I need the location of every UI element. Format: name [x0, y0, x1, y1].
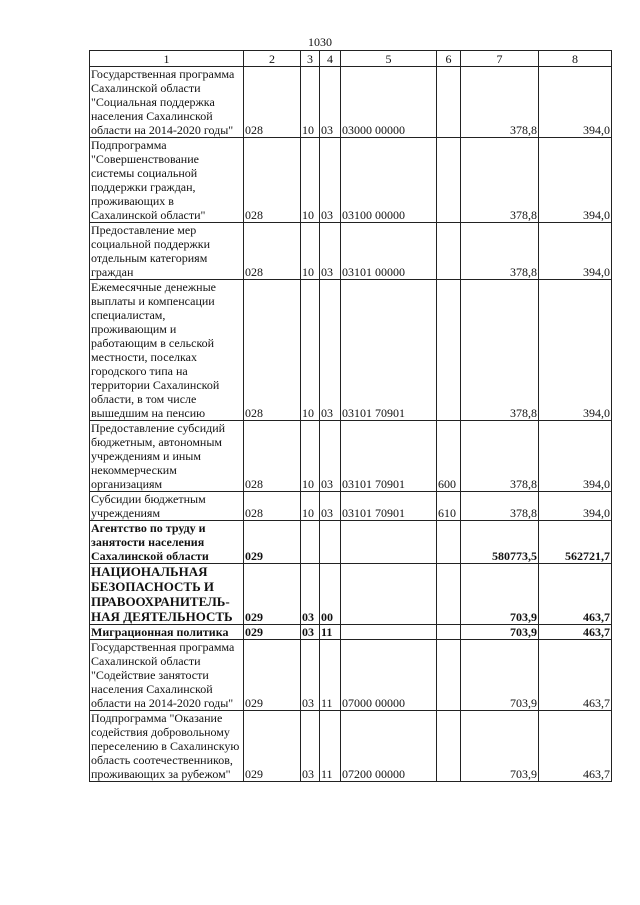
item-name: Агентство по труду и занятости населения Сахалинской области: [90, 521, 244, 564]
subsection-code: [320, 521, 341, 564]
item-name: Подпрограмма "Оказание содействия добровольному переселению в Сахалинскую область соотечественников, проживающих за рубежом": [90, 711, 244, 782]
amount-col8: 463,7: [539, 711, 612, 782]
amount-col7: 378,8: [461, 223, 539, 280]
subsection-code: 03: [320, 280, 341, 421]
amount-col7: 703,9: [461, 564, 539, 625]
section-code: 10: [301, 67, 320, 138]
ministry-code: 028: [244, 223, 301, 280]
ministry-code: 028: [244, 492, 301, 521]
expense-type-code: 610: [437, 492, 461, 521]
expense-type-code: [437, 564, 461, 625]
subsection-code: 03: [320, 67, 341, 138]
amount-col7: 580773,5: [461, 521, 539, 564]
amount-col7: 703,9: [461, 711, 539, 782]
amount-col8: 463,7: [539, 640, 612, 711]
amount-col8: 394,0: [539, 280, 612, 421]
table-row: [90, 625, 612, 640]
amount-col7: 703,9: [461, 625, 539, 640]
section-code: 10: [301, 138, 320, 223]
table-row: [90, 640, 612, 711]
amount-col8: 394,0: [539, 223, 612, 280]
amount-col8: 394,0: [539, 138, 612, 223]
table-row: [90, 280, 612, 421]
expense-type-code: [437, 640, 461, 711]
item-name: Субсидии бюджетным учреждениям: [90, 492, 244, 521]
item-name: Предоставление мер социальной поддержки отдельным категориям граждан: [90, 223, 244, 280]
amount-col8: 394,0: [539, 492, 612, 521]
subsection-code: 11: [320, 625, 341, 640]
target-item-code: [341, 521, 437, 564]
expense-type-code: [437, 280, 461, 421]
ministry-code: 028: [244, 280, 301, 421]
expense-type-code: [437, 521, 461, 564]
target-item-code: 03101 70901: [341, 280, 437, 421]
target-item-code: 03101 70901: [341, 492, 437, 521]
amount-col7: 703,9: [461, 640, 539, 711]
item-name: Государственная программа Сахалинской области "Содействие занятости населения Сахалинской области на 2014-2020 годы": [90, 640, 244, 711]
target-item-code: 03100 00000: [341, 138, 437, 223]
table-row: [90, 223, 612, 280]
ministry-code: 029: [244, 521, 301, 564]
subsection-code: 03: [320, 223, 341, 280]
budget-table: [89, 50, 612, 782]
expense-type-code: [437, 223, 461, 280]
subsection-code: 03: [320, 138, 341, 223]
table-row: [90, 138, 612, 223]
target-item-code: [341, 625, 437, 640]
subsection-code: 11: [320, 711, 341, 782]
expense-type-code: [437, 711, 461, 782]
section-code: 03: [301, 711, 320, 782]
amount-col8: 463,7: [539, 564, 612, 625]
column-header: 8: [539, 51, 612, 67]
column-header: 2: [244, 51, 301, 67]
ministry-code: 029: [244, 711, 301, 782]
ministry-code: 029: [244, 640, 301, 711]
section-code: 10: [301, 280, 320, 421]
ministry-code: 028: [244, 421, 301, 492]
expense-type-code: [437, 138, 461, 223]
column-header: 5: [341, 51, 437, 67]
column-header: 7: [461, 51, 539, 67]
ministry-code: 029: [244, 625, 301, 640]
target-item-code: [341, 564, 437, 625]
table-row: [90, 492, 612, 521]
target-item-code: 07000 00000: [341, 640, 437, 711]
column-header: 4: [320, 51, 341, 67]
amount-col7: 378,8: [461, 492, 539, 521]
section-code: 10: [301, 492, 320, 521]
amount-col8: 394,0: [539, 67, 612, 138]
subsection-code: 00: [320, 564, 341, 625]
subsection-code: 03: [320, 492, 341, 521]
column-header: 3: [301, 51, 320, 67]
target-item-code: 07200 00000: [341, 711, 437, 782]
table-row: [90, 67, 612, 138]
amount-col7: 378,8: [461, 421, 539, 492]
column-header: 1: [90, 51, 244, 67]
amount-col8: 394,0: [539, 421, 612, 492]
table-row: [90, 564, 612, 625]
target-item-code: 03101 00000: [341, 223, 437, 280]
section-code: 03: [301, 640, 320, 711]
subsection-code: 03: [320, 421, 341, 492]
section-code: 03: [301, 564, 320, 625]
expense-type-code: [437, 625, 461, 640]
section-code: 10: [301, 223, 320, 280]
item-name: Государственная программа Сахалинской области "Социальная поддержка населения Сахалинской области на 2014-2020 годы": [90, 67, 244, 138]
page-number: 1030: [308, 35, 332, 49]
amount-col7: 378,8: [461, 280, 539, 421]
ministry-code: 029: [244, 564, 301, 625]
table-row: [90, 521, 612, 564]
header-row: [90, 51, 612, 67]
table-row: [90, 421, 612, 492]
item-name: НАЦИОНАЛЬНАЯ БЕЗОПАСНОСТЬ И ПРАВООХРАНИТЕЛЬ-НАЯ ДЕЯТЕЛЬНОСТЬ: [90, 564, 244, 625]
ministry-code: 028: [244, 138, 301, 223]
section-code: 03: [301, 625, 320, 640]
expense-type-code: 600: [437, 421, 461, 492]
column-header: 6: [437, 51, 461, 67]
target-item-code: 03101 70901: [341, 421, 437, 492]
amount-col7: 378,8: [461, 67, 539, 138]
amount-col7: 378,8: [461, 138, 539, 223]
section-code: [301, 521, 320, 564]
item-name: Ежемесячные денежные выплаты и компенсации специалистам, проживающим и работающим в сельской местности, поселках городского типа на территории Сахалинской области, в том числе вышедшим на пенсию: [90, 280, 244, 421]
subsection-code: 11: [320, 640, 341, 711]
section-code: 10: [301, 421, 320, 492]
amount-col8: 463,7: [539, 625, 612, 640]
table-row: [90, 711, 612, 782]
ministry-code: 028: [244, 67, 301, 138]
item-name: Предоставление субсидий бюджетным, автономным учреждениям и иным некоммерческим организациям: [90, 421, 244, 492]
item-name: Подпрограмма "Совершенствование системы социальной поддержки граждан, проживающих в Сахалинской области": [90, 138, 244, 223]
amount-col8: 562721,7: [539, 521, 612, 564]
target-item-code: 03000 00000: [341, 67, 437, 138]
expense-type-code: [437, 67, 461, 138]
item-name: Миграционная политика: [90, 625, 244, 640]
